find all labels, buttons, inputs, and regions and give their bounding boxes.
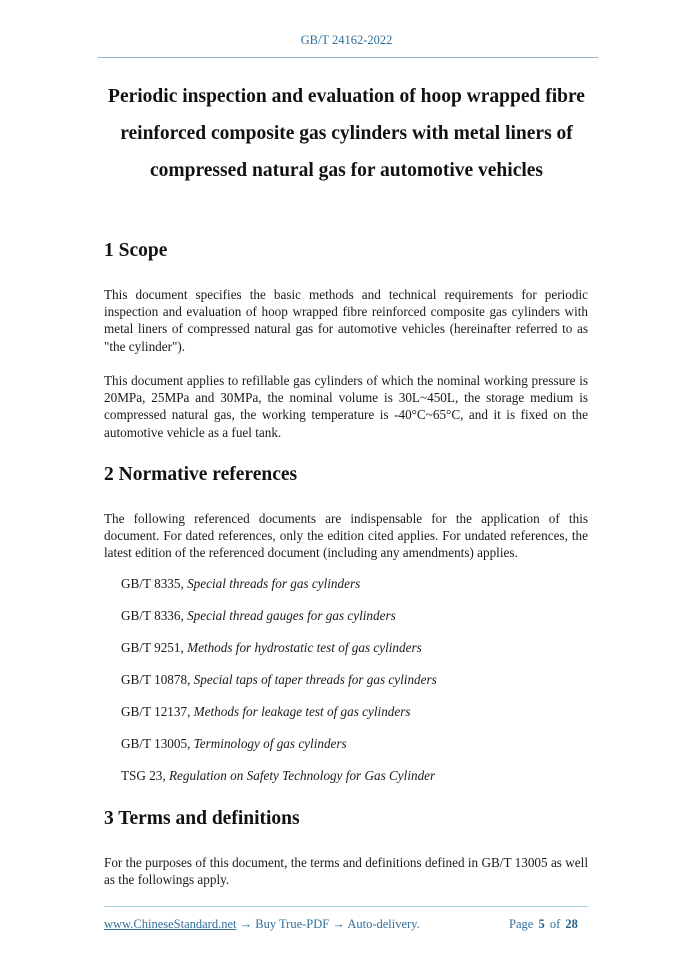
reference-code: GB/T 9251, xyxy=(121,640,188,655)
arrow-right-icon: → xyxy=(236,917,256,931)
reference-item xyxy=(121,640,422,656)
reference-title: Regulation on Safety Technology for Gas Cylinder xyxy=(169,768,436,783)
reference-item xyxy=(121,672,437,688)
reference-title: Special thread gauges for gas cylinders xyxy=(187,608,396,623)
header-divider xyxy=(98,57,598,58)
title-line-2: reinforced composite gas cylinders with metal liners of xyxy=(120,123,573,144)
reference-title: Terminology of gas cylinders xyxy=(193,736,347,751)
scope-paragraph-2: This document applies to refillable gas cylinders of which the nominal working pressure is 20MPa, 25MPa and 30MPa, the nominal volume is 30L~450L, the storage medium is compressed natural gas, the working temperature is -40°C~65°C, and it is fixed on the automotive vehicle as a fuel tank. xyxy=(104,373,588,440)
reference-code: GB/T 12137, xyxy=(121,704,194,719)
section-heading-normative-references: 2 Normative references xyxy=(104,464,298,485)
normative-references-paragraph: The following referenced documents are indispensable for the application of this document. For dated references, only the edition cited applies. For undated references, the latest edition of the referenced document (including any amendments) applies. xyxy=(104,511,588,561)
reference-item xyxy=(121,704,411,720)
reference-code: GB/T 8336, xyxy=(121,608,188,623)
terms-definitions-paragraph: For the purposes of this document, the terms and definitions defined in GB/T 13005 as well as the followings apply. xyxy=(104,855,588,888)
footer-divider xyxy=(104,906,588,907)
website-link[interactable]: www.ChineseStandard.net xyxy=(104,917,237,931)
reference-title: Special taps of taper threads for gas cylinders xyxy=(193,672,437,687)
title-line-3: compressed natural gas for automotive vehicles xyxy=(149,160,544,181)
footer-promo xyxy=(104,917,420,932)
page-header-standard-number: GB/T 24162-2022 xyxy=(300,33,393,47)
reference-item xyxy=(121,576,360,592)
reference-code: GB/T 10878, xyxy=(121,672,194,687)
page-number xyxy=(509,917,578,932)
section-heading-terms-definitions: 3 Terms and definitions xyxy=(104,808,300,829)
current-page: 5 xyxy=(538,917,545,931)
reference-code: GB/T 8335, xyxy=(121,576,188,591)
reference-title: Methods for hydrostatic test of gas cylinders xyxy=(187,640,422,655)
reference-item xyxy=(121,736,347,752)
total-pages: 28 xyxy=(565,917,578,931)
reference-title: Methods for leakage test of gas cylinders xyxy=(193,704,411,719)
page-label: Page xyxy=(509,917,539,931)
reference-title: Special threads for gas cylinders xyxy=(187,576,361,591)
reference-item xyxy=(121,608,396,624)
buy-pdf-text: Buy True-PDF xyxy=(255,917,330,931)
title-line-1: Periodic inspection and evaluation of hoop wrapped fibre xyxy=(108,86,585,107)
page-of-label: of xyxy=(544,917,566,931)
section-heading-scope: 1 Scope xyxy=(104,240,168,261)
arrow-right-icon: → xyxy=(329,917,348,931)
reference-code: TSG 23, xyxy=(121,768,169,783)
reference-code: GB/T 13005, xyxy=(121,736,194,751)
auto-delivery-text: Auto-delivery. xyxy=(347,917,420,931)
scope-paragraph-1: This document specifies the basic methods and technical requirements for periodic inspection and evaluation of hoop wrapped fibre reinforced composite gas cylinders with metal liners of compressed natural gas for automotive vehicles (hereinafter referred to as "the cylinder"). xyxy=(104,287,588,354)
reference-item xyxy=(121,768,435,784)
document-title xyxy=(60,78,633,189)
